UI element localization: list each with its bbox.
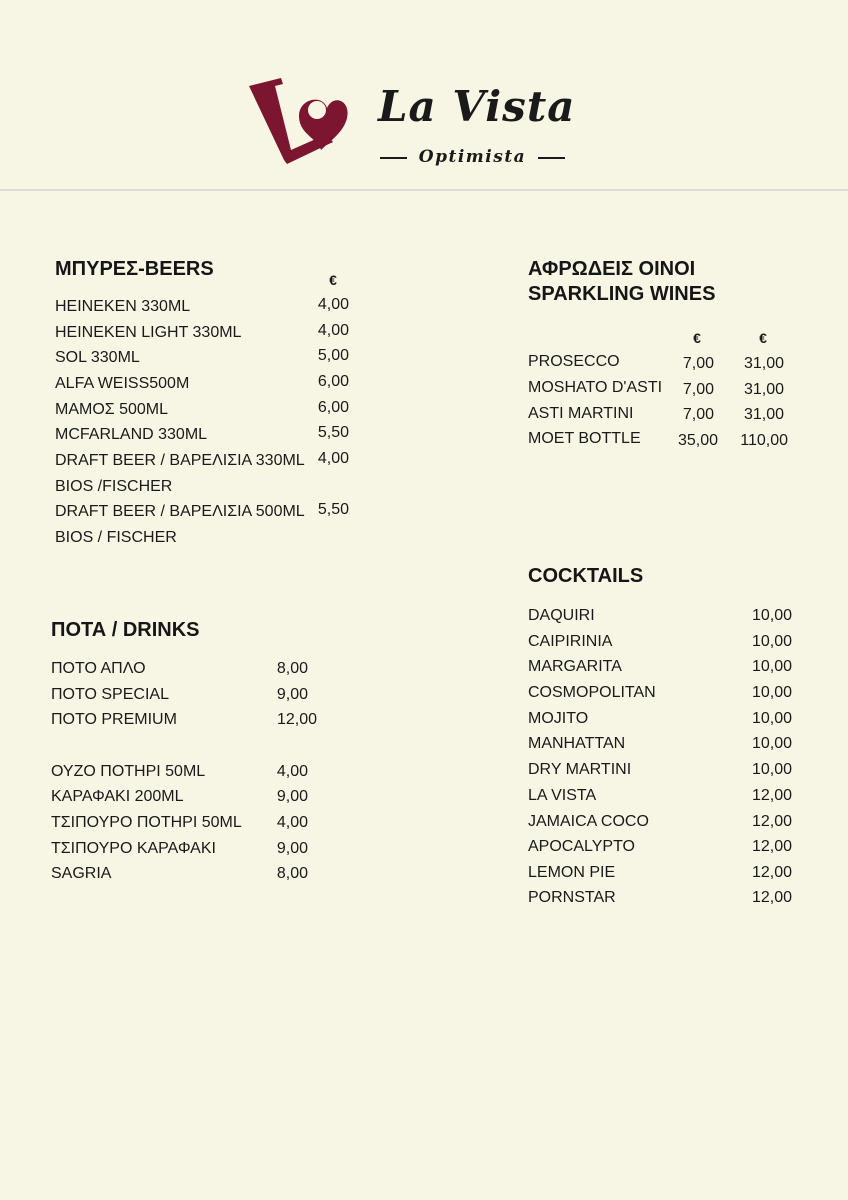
cocktail-item-price: 10,00 bbox=[751, 735, 792, 752]
drink-item-price: 8,00 bbox=[276, 865, 308, 882]
beer-item-price: 5,00 bbox=[317, 347, 349, 364]
drink-item-name: ΤΣΙΠΟΥΡΟ ΠΟΤΗΡΙ 50ML bbox=[51, 814, 242, 831]
cocktail-item-price: 12,00 bbox=[751, 864, 792, 881]
cocktail-item-name: MARGARITA bbox=[528, 658, 622, 675]
beer-item-price: 5,50 bbox=[317, 424, 349, 441]
cocktail-item-price: 10,00 bbox=[751, 761, 792, 778]
beer-item-price: 6,00 bbox=[317, 373, 349, 390]
drink-item-name: ΠΟΤΟ PREMIUM bbox=[51, 711, 177, 728]
sparkling-glass-price: 7,00 bbox=[682, 381, 714, 398]
cocktail-item-price: 10,00 bbox=[751, 607, 792, 624]
tagline: Optimista bbox=[418, 147, 527, 167]
brand-name: La Vista bbox=[378, 82, 576, 131]
cocktail-item-price: 10,00 bbox=[751, 684, 792, 701]
drink-item-name: ΠΟΤΟ SPECIAL bbox=[51, 686, 169, 703]
beer-item-name: BIOS /FISCHER bbox=[55, 478, 173, 495]
cocktail-item-name: APOCALYPTO bbox=[528, 838, 635, 855]
beer-item-name: SOL 330ML bbox=[55, 349, 140, 366]
drink-item-price: 4,00 bbox=[276, 814, 308, 831]
cocktail-item-name: LEMON PIE bbox=[528, 864, 616, 881]
sparkling-currency-bottle: € bbox=[759, 330, 767, 346]
beer-item-price: 4,00 bbox=[317, 296, 349, 313]
beer-item-price: 4,00 bbox=[317, 450, 349, 467]
sparkling-glass-price: 7,00 bbox=[682, 406, 714, 423]
lv-wine-glass-icon bbox=[247, 76, 353, 170]
cocktail-item-name: MOJITO bbox=[528, 710, 589, 727]
cocktail-item-price: 10,00 bbox=[751, 710, 792, 727]
drink-item-price: 9,00 bbox=[276, 840, 308, 857]
drink-item-price: 8,00 bbox=[276, 660, 308, 677]
drink-item-price: 12,00 bbox=[276, 711, 317, 728]
tagline-row bbox=[380, 146, 565, 170]
beer-item-name: BIOS / FISCHER bbox=[55, 529, 177, 546]
sparkling-title-line2: SPARKLING WINES bbox=[528, 283, 716, 305]
sparkling-item-name: PROSECCO bbox=[528, 353, 620, 370]
cocktail-item-name: DAQUIRI bbox=[528, 607, 595, 624]
beer-item-name: DRAFT BEER / ΒΑΡΕΛΙΣΙΑ 500ML bbox=[55, 503, 305, 520]
sparkling-bottle-price: 110,00 bbox=[740, 432, 788, 449]
sparkling-item-name: MOET BOTTLE bbox=[528, 430, 641, 447]
drink-item-name: SAGRIA bbox=[51, 865, 112, 882]
sparkling-glass-price: 7,00 bbox=[682, 355, 714, 372]
sparkling-glass-price: 35,00 bbox=[677, 432, 718, 449]
cocktail-item-name: COSMOPOLITAN bbox=[528, 684, 656, 701]
drink-item-price: 9,00 bbox=[276, 686, 308, 703]
beer-item-price: 6,00 bbox=[317, 399, 349, 416]
sparkling-currency-glass: € bbox=[693, 330, 701, 346]
beer-item-name: ΜΑΜΟΣ 500ML bbox=[55, 401, 169, 418]
drink-item-price: 9,00 bbox=[276, 788, 308, 805]
cocktails-title: COCKTAILS bbox=[528, 565, 644, 587]
drink-item-name: ΚΑΡΑΦΑΚΙ 200ML bbox=[51, 788, 184, 805]
cocktail-item-price: 12,00 bbox=[751, 838, 792, 855]
cocktail-item-name: DRY MARTINI bbox=[528, 761, 632, 778]
beer-item-name: DRAFT BEER / ΒΑΡΕΛΙΣΙΑ 330ML bbox=[55, 452, 305, 469]
drink-item-name: ΠΟΤΟ ΑΠΛΟ bbox=[51, 660, 146, 677]
cocktail-item-name: LA VISTA bbox=[528, 787, 597, 804]
beer-item-name: MCFARLAND 330ML bbox=[55, 426, 208, 443]
beer-item-price: 5,50 bbox=[317, 501, 349, 518]
sparkling-item-name: MOSHATO D'ASTI bbox=[528, 379, 663, 396]
beer-item-name: HEINEKEN LIGHT 330ML bbox=[55, 324, 242, 341]
drinks-title: ΠΟΤΑ / DRINKS bbox=[51, 619, 200, 641]
sparkling-bottle-price: 31,00 bbox=[743, 406, 784, 423]
cocktail-item-price: 12,00 bbox=[751, 787, 792, 804]
sparkling-bottle-price: 31,00 bbox=[743, 355, 784, 372]
beer-item-name: ALFA WEISS500M bbox=[55, 375, 190, 392]
beers-currency: € bbox=[329, 272, 337, 288]
tagline-dash-right bbox=[538, 157, 565, 159]
drink-item-price: 4,00 bbox=[276, 763, 308, 780]
header bbox=[0, 0, 848, 191]
beer-item-name: HEINEKEN 330ML bbox=[55, 298, 191, 315]
cocktail-item-price: 12,00 bbox=[751, 889, 792, 906]
sparkling-title-line1: ΑΦΡΩΔΕΙΣ ΟΙΝΟΙ bbox=[528, 258, 696, 280]
cocktail-item-name: PORNSTAR bbox=[528, 889, 616, 906]
beers-title: ΜΠΥΡΕΣ-BEERS bbox=[55, 258, 214, 280]
cocktail-item-price: 10,00 bbox=[751, 658, 792, 675]
beer-item-price: 4,00 bbox=[317, 322, 349, 339]
cocktail-item-price: 10,00 bbox=[751, 633, 792, 650]
cocktail-item-price: 12,00 bbox=[751, 813, 792, 830]
cocktail-item-name: JAMAICA COCO bbox=[528, 813, 649, 830]
cocktail-item-name: MANHATTAN bbox=[528, 735, 626, 752]
cocktail-item-name: CAIPIRINIA bbox=[528, 633, 613, 650]
drink-item-name: ΤΣΙΠΟΥΡΟ ΚΑΡΑΦΑΚΙ bbox=[51, 840, 216, 857]
drink-item-name: ΟΥΖΟ ΠΟΤΗΡΙ 50ML bbox=[51, 763, 206, 780]
sparkling-bottle-price: 31,00 bbox=[743, 381, 784, 398]
sparkling-item-name: ASTI MARTINI bbox=[528, 405, 634, 422]
